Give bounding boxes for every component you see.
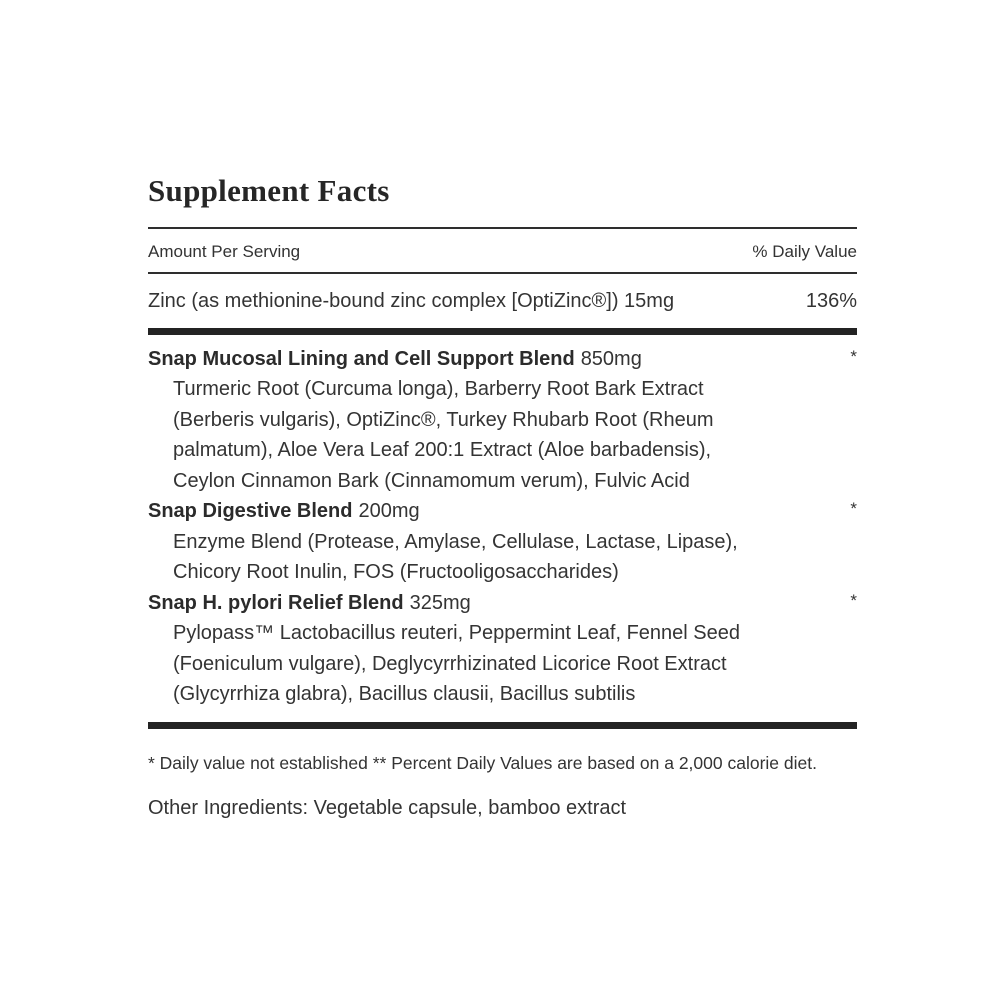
- daily-value-asterisk: *: [850, 590, 857, 610]
- column-header-row: [148, 229, 857, 272]
- blend-amount: 200mg: [358, 500, 420, 523]
- nutrient-row-zinc: [148, 274, 857, 328]
- proprietary-blends-section: [148, 335, 857, 722]
- blend-ingredient-line: Turmeric Root (Curcuma longa), Barberry Root Bark Extract: [173, 378, 704, 401]
- blend-ingredient-line: Ceylon Cinnamon Bark (Cinnamomum verum), Fulvic Acid: [173, 469, 690, 492]
- blend-name: Snap Mucosal Lining and Cell Support Blend: [148, 347, 575, 370]
- footnote: * Daily value not established ** Percent Daily Values are based on a 2,000 calorie diet.: [148, 752, 817, 773]
- blend-ingredient-line: (Foeniculum vulgare), Deglycyrrhizinated Licorice Root Extract: [173, 652, 727, 675]
- nutrient-name: Zinc (as methionine-bound zinc complex [OptiZinc®]) 15mg: [148, 289, 675, 312]
- blend-ingredient-line: palmatum), Aloe Vera Leaf 200:1 Extract (Aloe barbadensis),: [173, 439, 712, 462]
- amount-per-serving-label: Amount Per Serving: [148, 241, 301, 261]
- divider-thick-bottom: [148, 722, 857, 729]
- daily-value-asterisk: *: [850, 499, 857, 519]
- blend-heading-digestive: [148, 496, 857, 527]
- blend-ingredient-line: Enzyme Blend (Protease, Amylase, Cellulase, Lactase, Lipase),: [173, 530, 738, 553]
- blend-ingredient-line: (Berberis vulgaris), OptiZinc®, Turkey Rhubarb Root (Rheum: [173, 408, 714, 431]
- blend-ingredient-line: Pylopass™ Lactobacillus reuteri, Peppermint Leaf, Fennel Seed: [173, 622, 740, 645]
- blend-heading-mucosal: [148, 344, 857, 375]
- daily-value-asterisk: *: [850, 346, 857, 366]
- percent-daily-value-label: % Daily Value: [752, 241, 857, 261]
- blend-name: Snap H. pylori Relief Blend: [148, 591, 404, 614]
- blend-amount: 325mg: [409, 591, 471, 614]
- label-title: Supplement Facts: [148, 173, 390, 208]
- blend-ingredient-line: (Glycyrrhiza glabra), Bacillus clausii, Bacillus subtilis: [173, 683, 636, 706]
- blend-name: Snap Digestive Blend: [148, 500, 353, 523]
- blend-ingredient-line: Chicory Root Inulin, FOS (Fructooligosaccharides): [173, 561, 619, 584]
- divider-thick-top: [148, 328, 857, 335]
- blend-amount: 850mg: [580, 347, 642, 370]
- nutrient-daily-value: 136%: [805, 289, 857, 312]
- other-ingredients: Other Ingredients: Vegetable capsule, bamboo extract: [148, 797, 627, 820]
- supplement-facts-label: [148, 175, 857, 821]
- blend-heading-hpylori: [148, 588, 857, 619]
